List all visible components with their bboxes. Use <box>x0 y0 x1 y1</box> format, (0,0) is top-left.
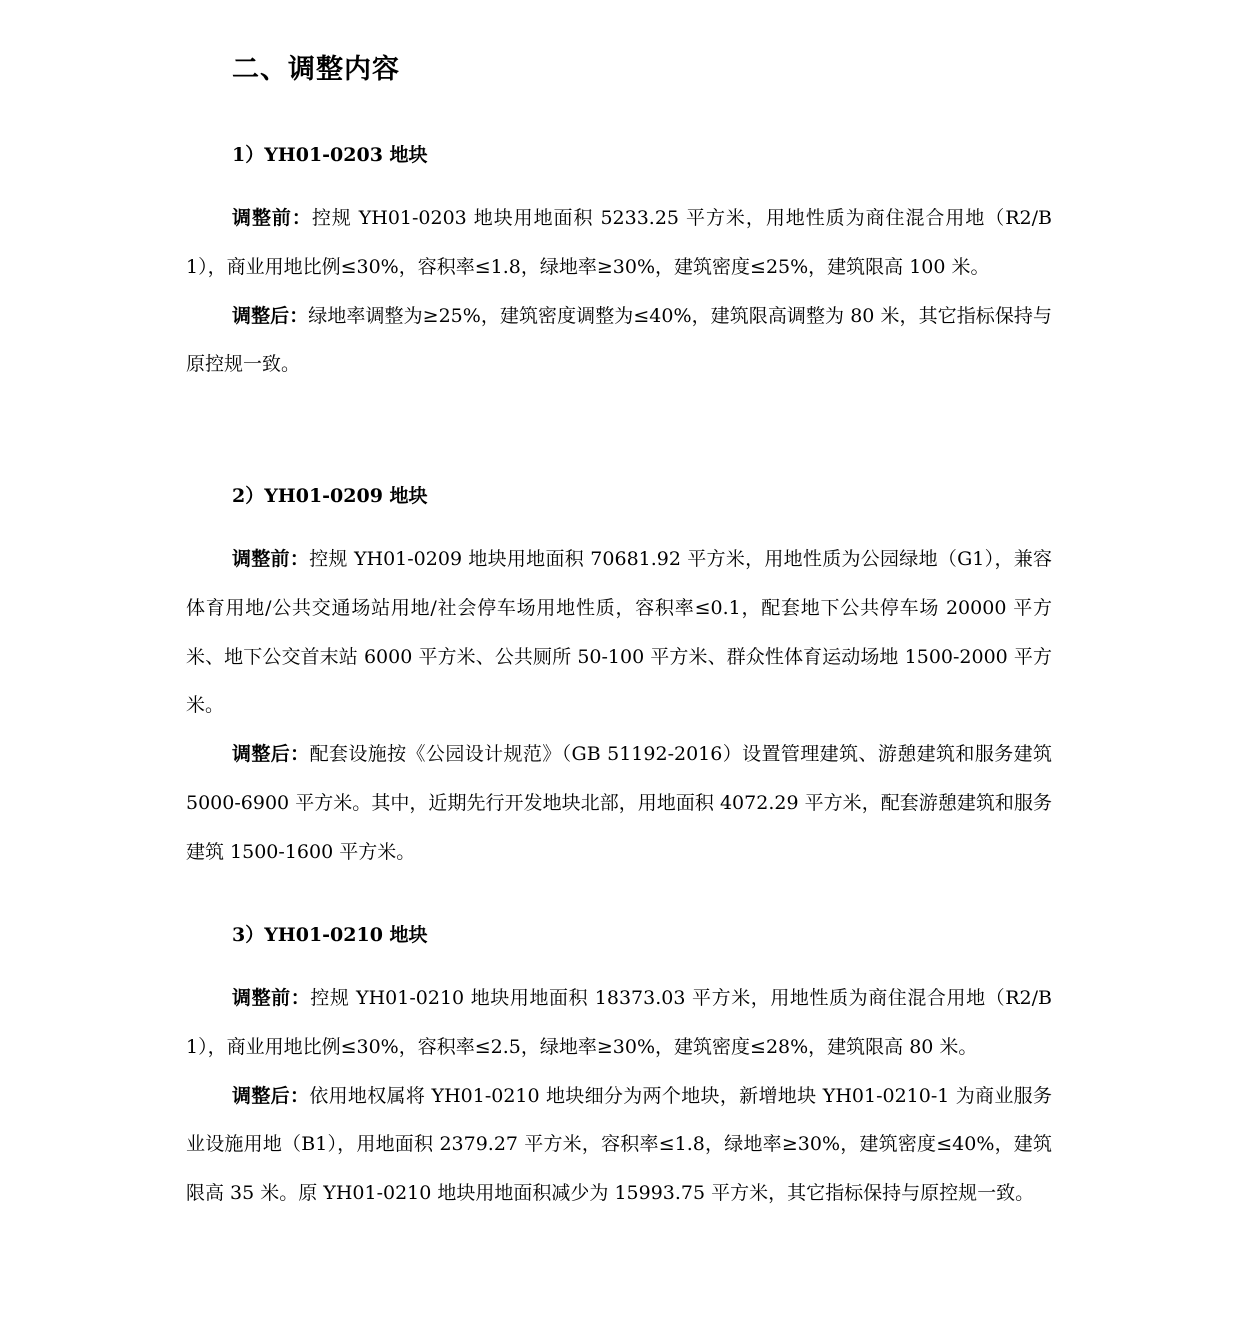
after-adjustment-paragraph <box>186 1072 1052 1218</box>
before-adjustment-paragraph <box>186 535 1052 730</box>
before-adjustment-paragraph <box>186 974 1052 1072</box>
before-adjustment-paragraph <box>186 194 1052 292</box>
after-text: 依用地权属将 YH01-0210 地块细分为两个地块，新增地块 YH01-0210-1 为商业服务业设施用地（B1），用地面积 2379.27 平方米，容积率≤1.8，绿地率≥30%，建筑密度≤40%，建筑限高 35 米。原 YH01-0210 地块用地面积减少为 15993.75 平方米，其它指标保持与原控规一致。 <box>186 1084 1052 1205</box>
parcel-heading: 2）YH01-0209 地块 <box>232 485 428 507</box>
parcel-heading: 1）YH01-0203 地块 <box>232 144 428 166</box>
parcel-block-0209 <box>186 486 1052 877</box>
after-label: 调整后： <box>232 304 309 327</box>
after-adjustment-paragraph <box>186 292 1052 390</box>
before-text: 控规 YH01-0210 地块用地面积 18373.03 平方米，用地性质为商住混合用地（R2/B1），商业用地比例≤30%，容积率≤2.5，绿地率≥30%，建筑密度≤28%，建筑限高 80 米。 <box>186 987 1052 1058</box>
after-label: 调整后： <box>232 743 310 766</box>
before-text: 控规 YH01-0209 地块用地面积 70681.92 平方米，用地性质为公园绿地（G1），兼容体育用地/公共交通场站用地/社会停车场用地性质，容积率≤0.1，配套地下公共停车场 20000 平方米、地下公交首末站 6000 平方米、公共厕所 50-100 平方米、群众性体育运动场地 1500-2000 平方米。 <box>186 548 1052 717</box>
before-label: 调整前： <box>232 987 311 1009</box>
section-title: 二、调整内容 <box>232 54 400 85</box>
before-label: 调整前： <box>232 207 312 229</box>
after-label: 调整后： <box>232 1084 310 1107</box>
parcel-block-0203 <box>186 145 1052 389</box>
after-adjustment-paragraph <box>186 730 1052 876</box>
parcel-heading: 3）YH01-0210 地块 <box>232 924 428 946</box>
after-text: 配套设施按《公园设计规范》（GB 51192-2016）设置管理建筑、游憩建筑和服务建筑 5000-6900 平方米。其中，近期先行开发地块北部，用地面积 4072.29 平方米，配套游憩建筑和服务建筑 1500-1600 平方米。 <box>186 743 1052 863</box>
after-text: 绿地率调整为≥25%，建筑密度调整为≤40%，建筑限高调整为 80 米，其它指标保持与原控规一致。 <box>186 304 1052 376</box>
parcel-block-0210 <box>186 925 1052 1218</box>
before-label: 调整前： <box>232 548 310 570</box>
before-text: 控规 YH01-0203 地块用地面积 5233.25 平方米，用地性质为商住混合用地（R2/B1），商业用地比例≤30%，容积率≤1.8，绿地率≥30%，建筑密度≤25%，建筑限高 100 米。 <box>186 207 1052 278</box>
